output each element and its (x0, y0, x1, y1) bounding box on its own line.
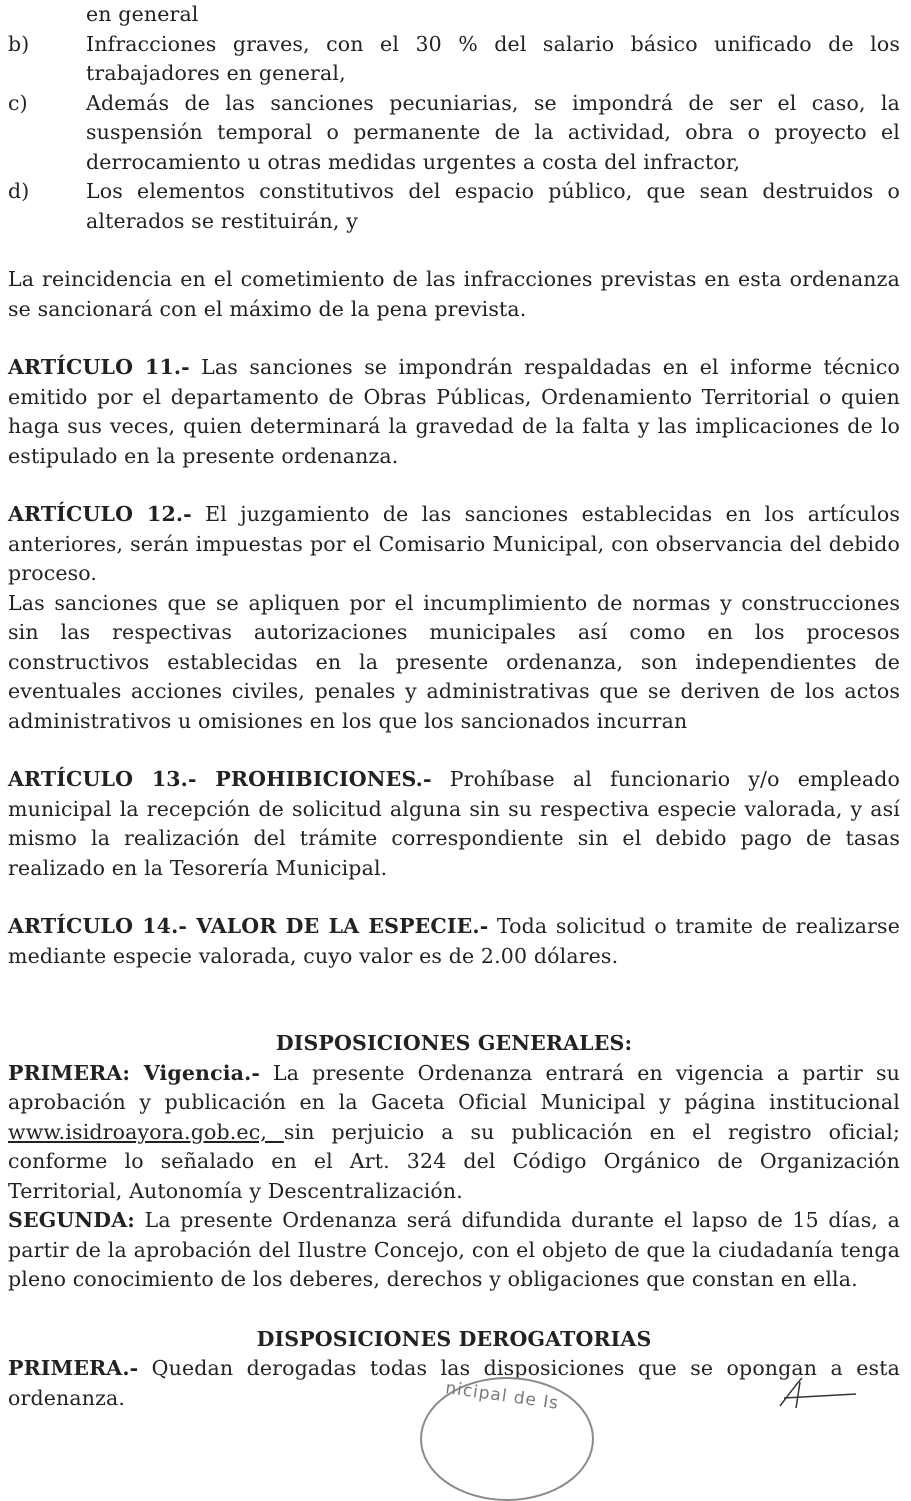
article-13-text: Prohíbase al funcionario y/o empleado municipal la recepción de solicitud alguna sin su respectiva especie valorada, y así mismo la realización del trámite correspondiente sin el debido pago de tasas realizado en la Tesorería Municipal. (8, 767, 900, 880)
generales-segunda-text: La presente Ordenanza será difundida durante el lapso de 15 días, a partir de la aprobación del Ilustre Concejo, con el objeto de que la ciudadanía tenga pleno conocimiento de los deberes, derechos y obligaciones que constan en ella. (8, 1208, 900, 1291)
list-text: Los elementos constitutivos del espacio público, que sean destruidos o alterados se restituirán, y (86, 179, 900, 233)
article-13 (8, 765, 900, 883)
article-14-label: ARTÍCULO 14.- VALOR DE LA ESPECIE.- (8, 914, 489, 938)
article-12-label: ARTÍCULO 12.- (8, 502, 192, 526)
list-item-b (8, 30, 900, 89)
seal-text: nicipal de Is (444, 1378, 561, 1414)
list-marker: b) (8, 31, 30, 56)
article-13-label: ARTÍCULO 13.- PROHIBICIONES.- (8, 767, 432, 791)
list-item-a-continuation: en general (86, 2, 199, 26)
generales-primera-label: PRIMERA: Vigencia.- (8, 1060, 261, 1085)
article-11-label: ARTÍCULO 11.- (8, 355, 190, 379)
institutional-website-link[interactable]: www.isidroayora.gob.ec, (8, 1119, 284, 1144)
article-12 (8, 500, 900, 589)
list-text: Infracciones graves, con el 30 % del salario básico unificado de los trabajadores en general, (86, 31, 900, 85)
list-item-d (8, 177, 900, 236)
article-11 (8, 353, 900, 471)
article-11-text: Las sanciones se impondrán respaldadas en el informe técnico emitido por el departamento de Obras Públicas, Ordenamiento Territorial o quien haga sus veces, quien determinará la gravedad de la falta y las implicaciones de lo estipulado en la presente ordenanza. (8, 355, 900, 468)
article-12-text: El juzgamiento de las sanciones establecidas en los artículos anteriores, serán impuestas por el Comisario Municipal, con observancia del debido proceso. (8, 502, 900, 585)
reincidencia-paragraph: La reincidencia en el cometimiento de las infracciones previstas en esta ordenanza se sancionará con el máximo de la pena prevista. (8, 267, 900, 321)
derogatorias-primera-text: Quedan derogadas todas las disposiciones que se opongan a esta ordenanza. (8, 1356, 900, 1410)
generales-segunda-label: SEGUNDA: (8, 1208, 136, 1232)
list-marker: d) (8, 179, 30, 203)
generales-primera (8, 1059, 900, 1207)
list-text: Además de las sanciones pecuniarias, se impondrá de ser el caso, la suspensión temporal o permanente de la actividad, obra o proyecto el derrocamiento u otras medidas urgentes a costa del infractor, (86, 90, 900, 174)
article-14-text: Toda solicitud o tramite de realizarse mediante especie valorada, cuyo valor es de 2.00 dólares. (8, 914, 900, 968)
disposiciones-derogatorias-heading: DISPOSICIONES DEROGATORIAS (256, 1326, 652, 1351)
article-14 (8, 912, 900, 971)
generales-segunda (8, 1206, 900, 1295)
signature-mark (770, 1376, 860, 1409)
article-12-paragraph-2: Las sanciones que se apliquen por el incumplimiento de normas y construcciones sin las respectivas autorizaciones municipales así como en los procesos constructivos establecidas en la presente ordenanza, son independientes de eventuales acciones civiles, penales y administrativas que se deriven de los actos administrativos u omisiones en los que los sancionados incurran (8, 590, 900, 733)
list-marker: c) (8, 90, 28, 115)
document-page (8, 0, 900, 1413)
disposiciones-generales-heading: DISPOSICIONES GENERALES: (275, 1031, 633, 1055)
list-item-c (8, 89, 900, 178)
generales-primera-text: La presente Ordenanza entrará en vigencia a partir su aprobación y publicación en la Gaceta Oficial Municipal y página institucional (8, 1060, 900, 1114)
derogatorias-primera-label: PRIMERA.- (8, 1356, 139, 1380)
generales-primera-text-cont: sin perjuicio a su publicación en el registro oficial; conforme lo señalado en el Art. 324 del Código Orgánico de Organización Territorial, Autonomía y Descentralización. (8, 1119, 901, 1203)
